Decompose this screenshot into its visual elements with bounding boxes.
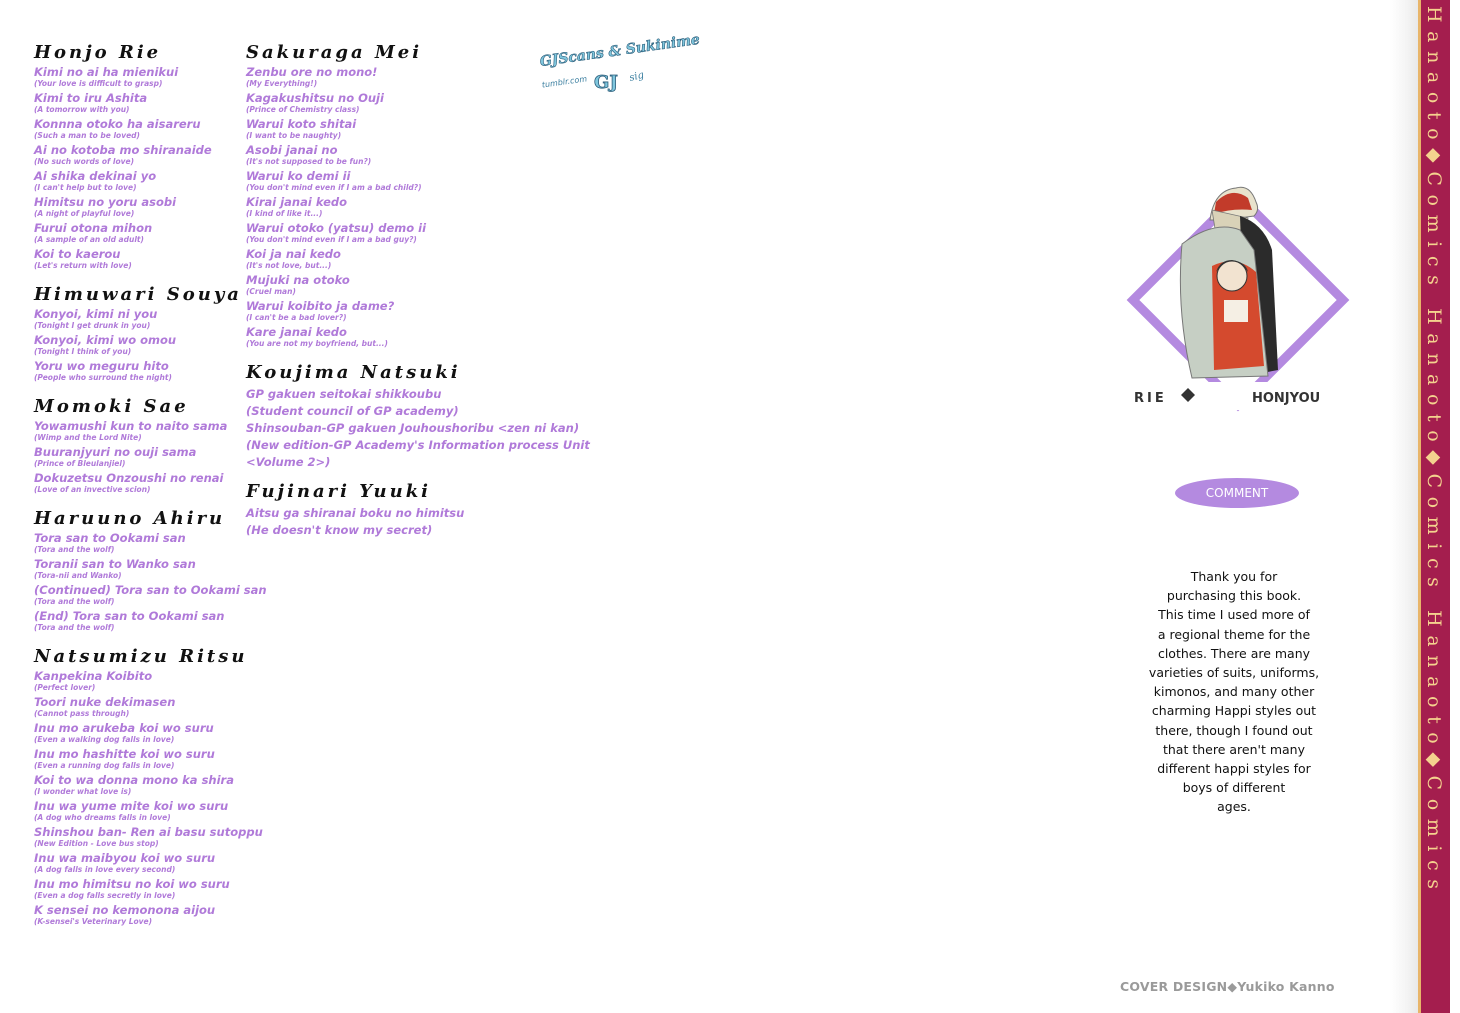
work-translation: (Cruel man) xyxy=(246,287,296,296)
work-title: Toranii san to Wanko san xyxy=(34,557,196,571)
work-translation: (Tora and the wolf) xyxy=(34,597,115,606)
work-title: Inu mo hashitte koi wo suru xyxy=(34,747,215,761)
work-title: Inu wa maibyou koi wo suru xyxy=(34,851,216,865)
author-block-koujima xyxy=(246,360,590,471)
author-block xyxy=(34,644,263,926)
work-title: Warui otoko (yatsu) demo ii xyxy=(246,221,427,235)
comment-badge: COMMENT xyxy=(1175,478,1299,508)
author-name: Koujima Natsuki xyxy=(246,362,461,383)
watermark-title: GJScans & Sukinime xyxy=(538,31,701,71)
watermark-tag: sig xyxy=(628,69,646,84)
watermark-logo: GJ xyxy=(594,72,618,93)
work-translation: (No such words of love) xyxy=(34,157,135,166)
author-name: Honjo Rie xyxy=(34,42,162,63)
work-translation: (Let's return with love) xyxy=(34,261,132,270)
work-title: Warui koibito ja dame? xyxy=(246,299,395,313)
work-translation: (Tora and the wolf) xyxy=(34,623,115,632)
work-title: Kimi to iru Ashita xyxy=(34,91,148,105)
work-title: Asobi janai no xyxy=(246,143,338,157)
work-title: Konyoi, kimi wo omou xyxy=(34,333,177,347)
middle-column xyxy=(246,40,590,539)
work-title: Toori nuke dekimasen xyxy=(34,695,176,709)
cover-design-credit xyxy=(1120,979,1335,994)
spine-text: Hanaoto◆Comics Hanaoto◆Comics Hanaoto◆Comics xyxy=(1423,6,1445,898)
watermark-site: tumblr.com xyxy=(541,74,588,90)
work-translation: (A night of playful love) xyxy=(34,209,135,218)
work-title: Warui koto shitai xyxy=(246,117,357,131)
work-line: Aitsu ga shiranai boku no himitsu xyxy=(246,506,465,520)
work-translation: (I can't help but to love) xyxy=(34,183,137,192)
author-name: Haruuno Ahiru xyxy=(34,508,226,529)
work-list xyxy=(246,66,576,348)
comment-text: Thank you for purchasing this book. This time I used more of a regional theme for the clothes. There are many varieties of suits, uniforms, kimonos, and many other charming Happi styles out there, though I found out that there aren't many different happi styles for boys of different ages. xyxy=(1148,569,1320,815)
work-title: Mujuki na otoko xyxy=(246,273,350,287)
work-translation: (Prince of Chemistry class) xyxy=(246,105,360,114)
work-title: Himitsu no yoru asobi xyxy=(34,195,177,209)
work-translation: (It's not love, but...) xyxy=(246,261,332,270)
work-title: Kanpekina Koibito xyxy=(34,669,153,683)
diamond-icon: ◆ xyxy=(1227,979,1238,994)
work-title: Furui otona mihon xyxy=(34,221,153,235)
author-name: Natsumizu Ritsu xyxy=(34,646,248,667)
work-translation: (A dog falls in love every second) xyxy=(34,865,176,874)
author-block-sakuraga xyxy=(246,40,576,348)
work-title: Inu mo arukeba koi wo suru xyxy=(34,721,214,735)
work-line: GP gakuen seitokai shikkoubu xyxy=(246,387,442,401)
work-translation: (Tora and the wolf) xyxy=(34,545,115,554)
work-translation: (Love of an invective scion) xyxy=(34,485,151,494)
work-translation: (Even a running dog falls in love) xyxy=(34,761,175,770)
work-translation: (My Everything!) xyxy=(246,79,318,88)
author-name: Momoki Sae xyxy=(34,396,189,417)
page-fold-shadow xyxy=(1390,0,1420,1013)
scanlation-watermark xyxy=(538,31,701,94)
credit-label: COVER DESIGN xyxy=(1120,979,1228,994)
credit-designer: Yukiko Kanno xyxy=(1237,979,1335,994)
work-translation: (K-sensei's Veterinary Love) xyxy=(34,917,153,926)
left-column xyxy=(34,40,267,930)
work-translation: (You don't mind even if I am a bad child?) xyxy=(246,183,422,192)
work-title: Konyoi, kimi ni you xyxy=(34,307,158,321)
work-translation: (Tonight I get drunk in you) xyxy=(34,321,151,330)
work-translation: (Cannot pass through) xyxy=(34,709,130,718)
work-title: Ai no kotoba mo shiranaide xyxy=(34,143,212,157)
work-translation: (I want to be naughty) xyxy=(246,131,342,140)
work-line: (New edition-GP Academy's Information process Unit xyxy=(246,438,590,452)
work-translation: (Tonight I think of you) xyxy=(34,347,132,356)
work-title: Shinshou ban- Ren ai basu sutoppu xyxy=(34,825,263,839)
work-translation: (I can't be a bad lover?) xyxy=(246,313,347,322)
portrait-name-left: RIE xyxy=(1134,391,1167,406)
work-line: Shinsouban-GP gakuen Jouhoushoribu <zen ni kan) xyxy=(246,421,580,435)
work-line: (He doesn't know my secret) xyxy=(246,523,433,537)
work-title: Kare janai kedo xyxy=(246,325,347,339)
author-name: Fujinari Yuuki xyxy=(246,481,432,502)
work-translation: (Your love is difficult to grasp) xyxy=(34,79,163,88)
work-line: <Volume 2>) xyxy=(246,455,331,469)
author-name: Himuwari Souya xyxy=(34,284,242,305)
work-title: Zenbu ore no mono! xyxy=(246,65,378,79)
work-title: Konnna otoko ha aisareru xyxy=(34,117,201,131)
work-title: Koi to wa donna mono ka shira xyxy=(34,773,234,787)
author-name: Sakuraga Mei xyxy=(246,42,423,63)
work-title: (Continued) Tora san to Ookami san xyxy=(34,583,267,597)
work-translation: (New Edition - Love bus stop) xyxy=(34,839,159,848)
page-edge xyxy=(1450,0,1460,1013)
work-translation: (A tomorrow with you) xyxy=(34,105,130,114)
work-title: Kimi no ai ha mienikui xyxy=(34,65,179,79)
work-translation: (Prince of Bleulanjiel) xyxy=(34,459,126,468)
author-block xyxy=(34,506,267,632)
work-title: K sensei no kemonona aijou xyxy=(34,903,216,917)
work-title: Yowamushi kun to naito sama xyxy=(34,419,228,433)
author-block xyxy=(34,282,249,382)
work-title: Yoru wo meguru hito xyxy=(34,359,169,373)
work-translation: (Perfect lover) xyxy=(34,683,96,692)
author-block-fujinari xyxy=(246,479,576,539)
work-translation: (A dog who dreams falls in love) xyxy=(34,813,171,822)
work-title: Inu wa yume mite koi wo suru xyxy=(34,799,229,813)
work-translation: (I kind of like it...) xyxy=(246,209,323,218)
work-translation: (Such a man to be loved) xyxy=(34,131,140,140)
portrait-name-right: HONJYOU xyxy=(1252,391,1321,406)
author-block xyxy=(34,394,249,494)
work-title: Koi ja nai kedo xyxy=(246,247,341,261)
work-translation: (Tora-nii and Wanko) xyxy=(34,571,122,580)
work-translation: (Even a dog falls secretly in love) xyxy=(34,891,176,900)
work-translation: (I wonder what love is) xyxy=(34,787,132,796)
work-translation: (Even a walking dog falls in love) xyxy=(34,735,175,744)
work-title: Buuranjyuri no ouji sama xyxy=(34,445,197,459)
work-translation: (You are not my boyfriend, but...) xyxy=(246,339,388,348)
work-translation: (You don't mind even if I am a bad guy?) xyxy=(246,235,417,244)
work-translation: (Wimp and the Lord Nite) xyxy=(34,433,142,442)
work-title: Inu mo himitsu no koi wo suru xyxy=(34,877,230,891)
work-title: Kirai janai kedo xyxy=(246,195,347,209)
work-translation: (People who surround the night) xyxy=(34,373,172,382)
work-title: Koi to kaerou xyxy=(34,247,121,261)
work-translation: (A sample of an old adult) xyxy=(34,235,144,244)
work-translation: (It's not supposed to be fun?) xyxy=(246,157,372,166)
work-title: Kagakushitsu no Ouji xyxy=(246,91,384,105)
work-title: Warui ko demi ii xyxy=(246,169,351,183)
work-title: (End) Tora san to Ookami san xyxy=(34,609,225,623)
author-portrait xyxy=(1128,180,1348,410)
work-title: Dokuzetsu Onzoushi no renai xyxy=(34,471,224,485)
work-line: (Student council of GP academy) xyxy=(246,404,459,418)
work-title: Tora san to Ookami san xyxy=(34,531,186,545)
work-title: Ai shika dekinai yo xyxy=(34,169,157,183)
author-block xyxy=(34,40,249,270)
